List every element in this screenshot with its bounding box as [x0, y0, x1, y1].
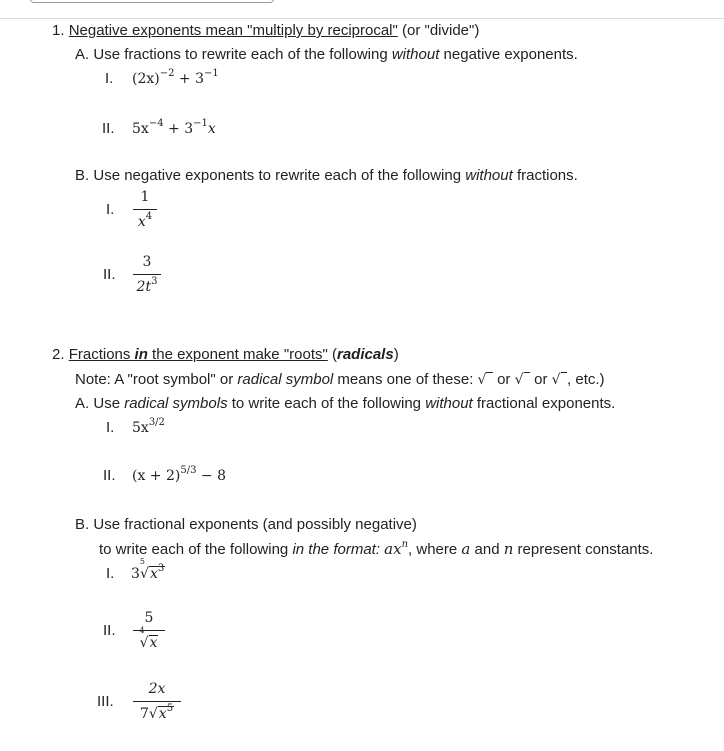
- q2b-instruction-1: B. Use fractional exponents (and possibly negative): [75, 516, 417, 533]
- q1b-item-2-fraction: 3 $2t^3$: [133, 253, 161, 296]
- q2-heading: 2. Fractions in the exponent make "roots" (radicals): [52, 346, 399, 363]
- q2a-item-2-expr: $(x + 2)^{5/3} - 8$: [132, 465, 226, 484]
- q2b-item-2-label: II.: [103, 622, 116, 639]
- q1b-instruction: B. Use negative exponents to rewrite each of the following without fractions.: [75, 167, 578, 184]
- q2b-item-3-fraction: 2x $7√x^5$: [133, 680, 181, 723]
- radical-symbol-3: √: [552, 372, 567, 388]
- item-label: II.: [102, 120, 115, 137]
- q2a-item-1-expr: $5x^{3/2}$: [132, 417, 165, 436]
- q2b-item-1-expr: $3^5√x^3$: [131, 557, 165, 582]
- q1-title: Negative exponents mean "multiply by reciprocal": [68, 22, 398, 39]
- q2a-instruction: A. Use radical symbols to write each of the following without fractional exponents.: [75, 395, 616, 412]
- q2b-item-2-fraction: 5 $^4$√x: [133, 609, 165, 652]
- q1a-instruction: A. Use fractions to rewrite each of the following without negative exponents.: [75, 46, 578, 63]
- q1b-item-1-fraction: 1 $x^4$: [133, 188, 157, 231]
- item-label: II.: [103, 467, 116, 484]
- q1b-item-1-label: I.: [106, 201, 115, 218]
- q1-title-suffix: (or "divide"): [397, 22, 480, 39]
- q1-number: 1.: [52, 22, 65, 39]
- q1b-item-2-label: II.: [103, 266, 116, 283]
- q2a-label: A.: [75, 395, 90, 412]
- q1a-item-1-expr: $(2x)^{-2} + 3^{-1}$: [132, 68, 219, 87]
- item-label: I.: [106, 419, 115, 436]
- q1a-item-2-expr: $5x^{-4} + 3^{-1}x$: [132, 118, 216, 137]
- q2-title: Fractions in the exponent make "roots": [68, 346, 328, 363]
- q2b-label: B.: [75, 516, 90, 533]
- top-divider: [0, 18, 724, 19]
- radical-symbol-2: √: [515, 372, 530, 388]
- q1a-label: A.: [75, 46, 90, 63]
- item-label: I.: [106, 565, 115, 582]
- q2-number: 2.: [52, 346, 65, 363]
- q2b-instruction-2: to write each of the following in the format: $ax^n$, where a and n represent constants.: [99, 539, 654, 558]
- q2-note: Note: A "root symbol" or radical symbol means one of these: √ or √ or √ , etc.): [75, 371, 605, 388]
- q1-heading: [52, 22, 479, 40]
- q2b-item-3-label: III.: [97, 693, 114, 710]
- top-tab-box: [30, 0, 274, 3]
- item-label: I.: [105, 70, 114, 87]
- q1b-label: B.: [75, 167, 90, 184]
- radical-symbol-1: √: [478, 372, 493, 388]
